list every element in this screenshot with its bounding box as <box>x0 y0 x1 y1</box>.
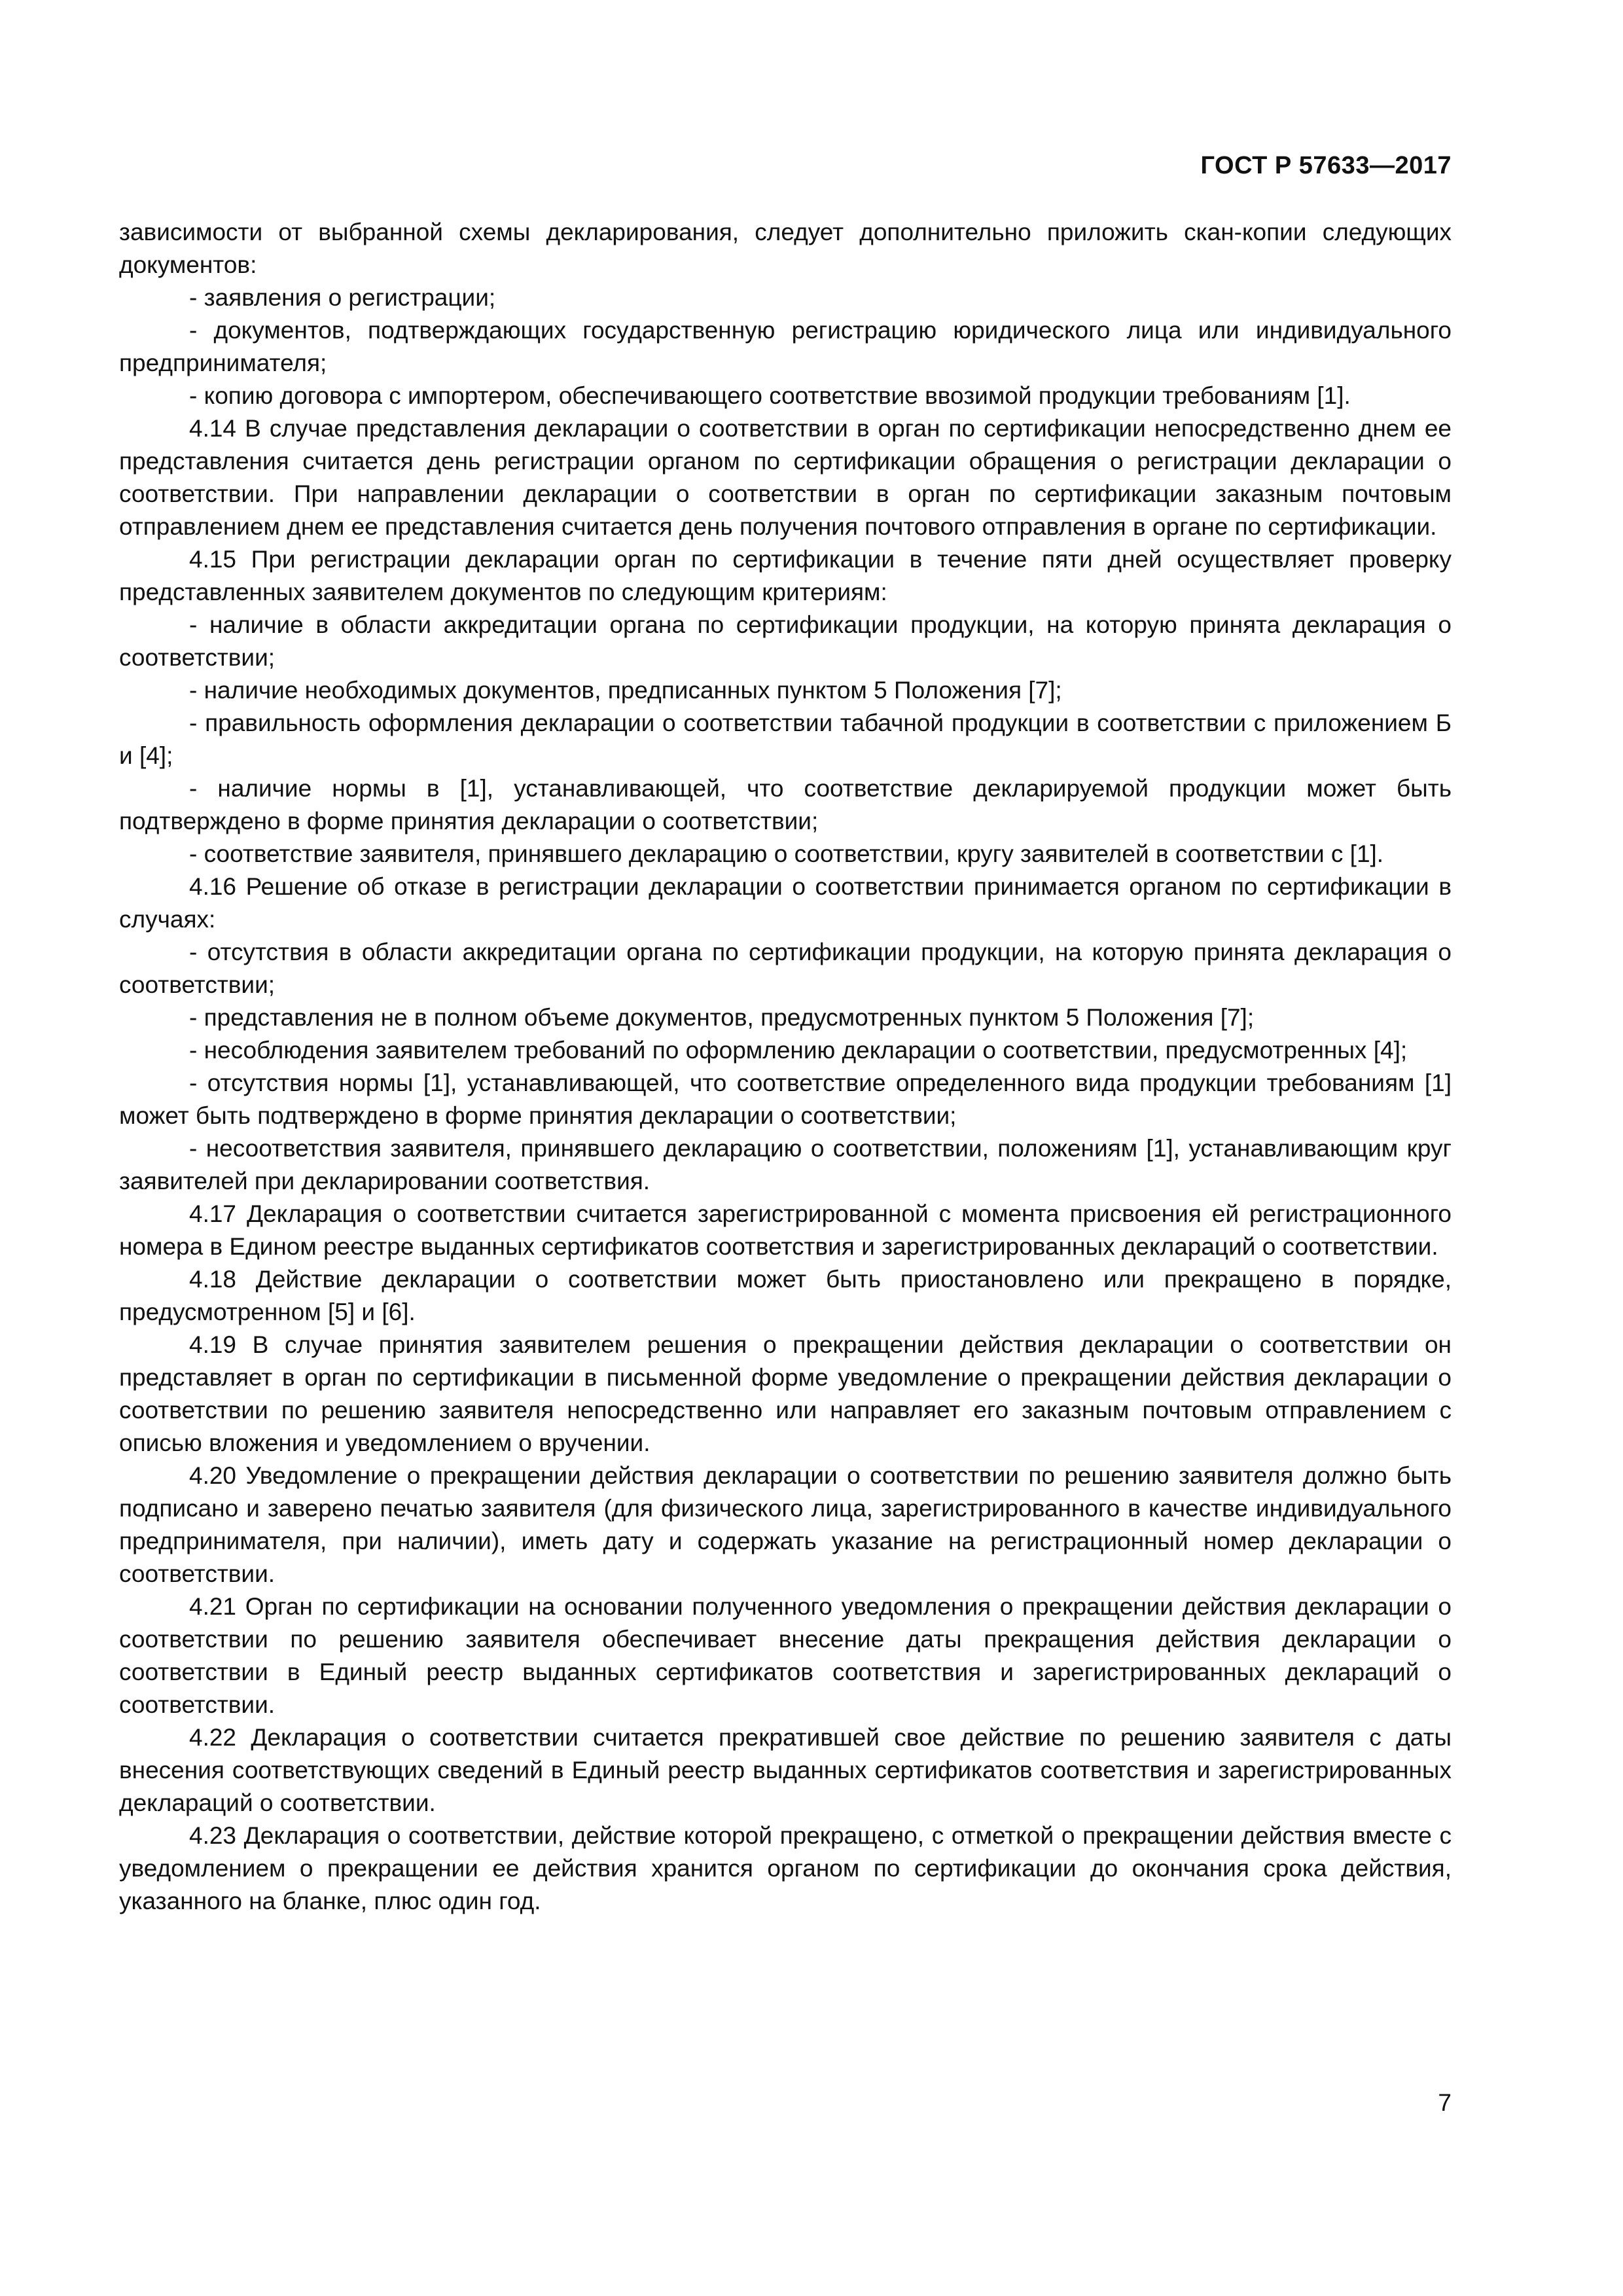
list-item: - заявления о регистрации; <box>189 284 496 311</box>
clause-4-16: 4.16 Решение об отказе в регистрации декларации о соответствии принимается органом по сертификации в случаях: <box>119 873 1452 933</box>
clause-4-15: 4.15 При регистрации декларации орган по сертификации в течение пяти дней осуществляет проверку представленных заявителем документов по следующим критериям: <box>119 546 1452 605</box>
clause-4-20: 4.20 Уведомление о прекращении действия декларации о соответствии по решению заявителя должно быть подписано и заверено печатью заявителя (для физического лица, зарегистрированного в качестве индивидуального предпринимателя, при наличии), иметь дату и содержать указание на регистрационный номер декларации о соответствии. <box>119 1462 1452 1587</box>
list-item: - несоответствия заявителя, принявшего декларацию о соответствии, положениям [1], устанавливающим круг заявителей при декларировании соответствия. <box>119 1135 1452 1194</box>
list-item: - наличие нормы в [1], устанавливающей, что соответствие декларируемой продукции может быть подтверждено в форме принятия декларации о соответствии; <box>119 775 1452 834</box>
list-item: - наличие в области аккредитации органа по сертификации продукции, на которую принята декларация о соответствии; <box>119 611 1452 671</box>
list-item: - несоблюдения заявителем требований по оформлению декларации о соответствии, предусмотренных [4]; <box>189 1037 1408 1064</box>
clause-4-17: 4.17 Декларация о соответствии считается зарегистрированной с момента присвоения ей регистрационного номера в Едином реестре выданных сертификатов соответствия и зарегистрированных деклараций о соответствии. <box>119 1200 1452 1260</box>
list-item: - правильность оформления декларации о соответствии табачной продукции в соответствии с приложением Б и [4]; <box>119 709 1452 769</box>
list-item: - документов, подтверждающих государственную регистрацию юридического лица или индивидуального предпринимателя; <box>119 317 1452 376</box>
list-item: - копию договора с импортером, обеспечивающего соответствие ввозимой продукции требованиям [1]. <box>189 382 1351 409</box>
list-item: - представления не в полном объеме документов, предусмотренных пунктом 5 Положения [7]; <box>189 1004 1255 1031</box>
list-item: - соответствие заявителя, принявшего декларацию о соответствии, кругу заявителей в соответствии с [1]. <box>189 840 1384 867</box>
page-number: 7 <box>1438 2089 1452 2116</box>
list-item: - отсутствия нормы [1], устанавливающей, что соответствие определенного вида продукции требованиям [1] может быть подтверждено в форме принятия декларации о соответствии; <box>119 1069 1452 1129</box>
list-item: - отсутствия в области аккредитации органа по сертификации продукции, на которую принята декларация о соответствии; <box>119 939 1452 998</box>
clause-4-22: 4.22 Декларация о соответствии считается прекратившей свое действие по решению заявителя с даты внесения соответствующих сведений в Единый реестр выданных сертификатов соответствия и зарегистрированных деклараций о соответствии. <box>119 1724 1452 1816</box>
paragraph-continuation: зависимости от выбранной схемы декларирования, следует дополнительно приложить скан-копии следующих документов: <box>119 219 1452 278</box>
clause-4-19: 4.19 В случае принятия заявителем решения о прекращении действия декларации о соответствии он представляет в орган по сертификации в письменной форме уведомление о прекращении действия декларации о соответствии по решению заявителя непосредственно или направляет его заказным почтовым отправлением с описью вложения и уведомлением о вручении. <box>119 1331 1452 1456</box>
clause-4-21: 4.21 Орган по сертификации на основании полученного уведомления о прекращении действия декларации о соответствии по решению заявителя обеспечивает внесение даты прекращения действия декларации о соответствии в Единый реестр выданных сертификатов соответствия и зарегистрированных деклараций о соответствии. <box>119 1593 1452 1718</box>
clause-4-14: 4.14 В случае представления декларации о соответствии в орган по сертификации непосредственно днем ее представления считается день регистрации органом по сертификации обращения о регистрации декларации о соответствии. При направлении декларации о соответствии в орган по сертификации заказным почтовым отправлением днем ее представления считается день получения почтового отправления в органе по сертификации. <box>119 415 1452 540</box>
document-body <box>119 216 1452 1918</box>
clause-4-23: 4.23 Декларация о соответствии, действие которой прекращено, с отметкой о прекращении действия вместе с уведомлением о прекращении ее действия хранится органом по сертификации до окончания срока действия, указанного на бланке, плюс один год. <box>119 1822 1452 1914</box>
clause-4-18: 4.18 Действие декларации о соответствии может быть приостановлено или прекращено в порядке, предусмотренном [5] и [6]. <box>119 1266 1452 1325</box>
document-header: ГОСТ Р 57633—2017 <box>1200 152 1452 179</box>
list-item: - наличие необходимых документов, предписанных пунктом 5 Положения [7]; <box>189 677 1062 704</box>
